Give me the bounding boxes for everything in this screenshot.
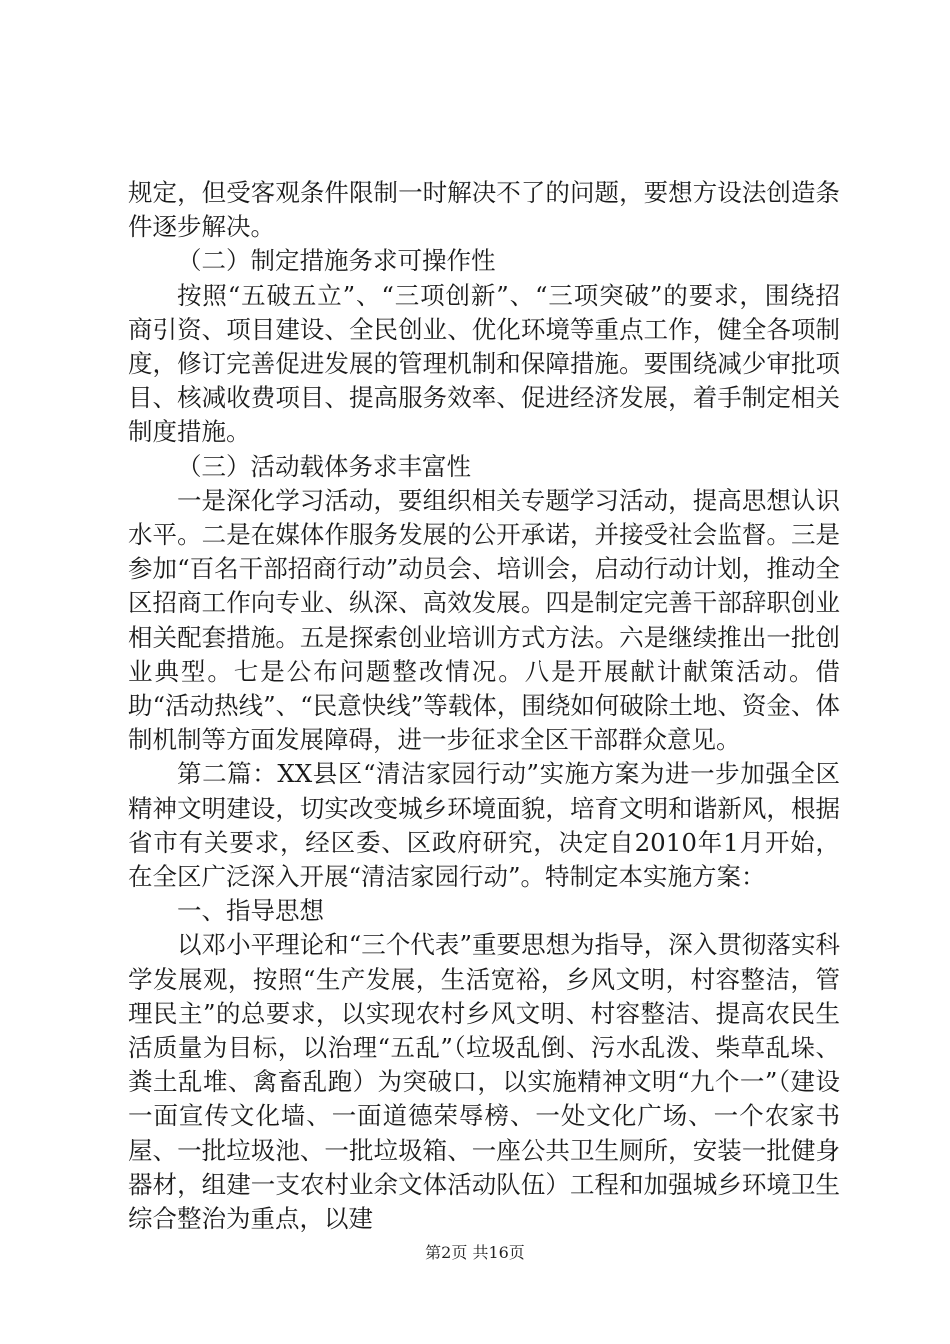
section-heading-3: （三）活动载体务求丰富性 bbox=[177, 451, 471, 481]
page-number-footer: 第2页 共16页 bbox=[425, 1243, 525, 1262]
paragraph-measures: 按照“五破五立”、“三项创新”、“三项突破”的要求，围绕招商引资、项目建设、全民创业、优化环境等重点工作，健全各项制度，修订完善促进发展的管理机制和保障措施。要围绕减少审批项目、核减收费项目、提高服务效率、促进经济发展，着手制定相关制度措施。 bbox=[128, 280, 840, 447]
paragraph-guiding-thought: 以邓小平理论和“三个代表”重要思想为指导，深入贯彻落实科学发展观，按照“生产发展，生活宽裕，乡风文明，村容整洁，管理民主”的总要求，以实现农村乡风文明、村容整洁、提高农民生活质量为目标，以治理“五乱”（垃圾乱倒、污水乱泼、柴草乱垛、粪土乱堆、禽畜乱跑）为突破口，以实施精神文明“九个一”（建设一面宣传文化墙、一面道德荣辱榜、一处文化广场、一个农家书屋、一批垃圾池、一批垃圾箱、一座公共卫生厕所，安装一批健身器材，组建一支农村业余文体活动队伍）工程和加强城乡环境卫生综合整治为重点，以建 bbox=[128, 930, 840, 1234]
paragraph-continuation: 规定，但受客观条件限制一时解决不了的问题，要想方设法创造条件逐步解决。 bbox=[128, 178, 840, 242]
document-body bbox=[128, 176, 840, 1236]
paragraph-activities: 一是深化学习活动，要组织相关专题学习活动，提高思想认识水平。二是在媒体作服务发展的公开承诺，并接受社会监督。三是参加“百名干部招商行动”动员会、培训会，启动行动计划，推动全区招商工作向专业、纵深、高效发展。四是制定完善干部辞职创业相关配套措施。五是探索创业培训方式方法。六是继续推出一批创业典型。七是公布问题整改情况。八是开展献计献策活动。借助“活动热线”、“民意快线”等载体，围绕如何破除土地、资金、体制机制等方面发展障碍，进一步征求全区干部群众意见。 bbox=[128, 485, 840, 755]
paragraph-second-article: 第二篇：XX县区“清洁家园行动”实施方案为进一步加强全区精神文明建设，切实改变城乡环境面貌，培育文明和谐新风，根据省市有关要求，经区委、区政府研究，决定自2010年1月开始，在全区广泛深入开展“清洁家园行动”。特制定本实施方案： bbox=[128, 759, 840, 892]
section-heading-2: （二）制定措施务求可操作性 bbox=[177, 246, 496, 276]
section-heading-guiding-thought: 一、指导思想 bbox=[177, 896, 324, 926]
